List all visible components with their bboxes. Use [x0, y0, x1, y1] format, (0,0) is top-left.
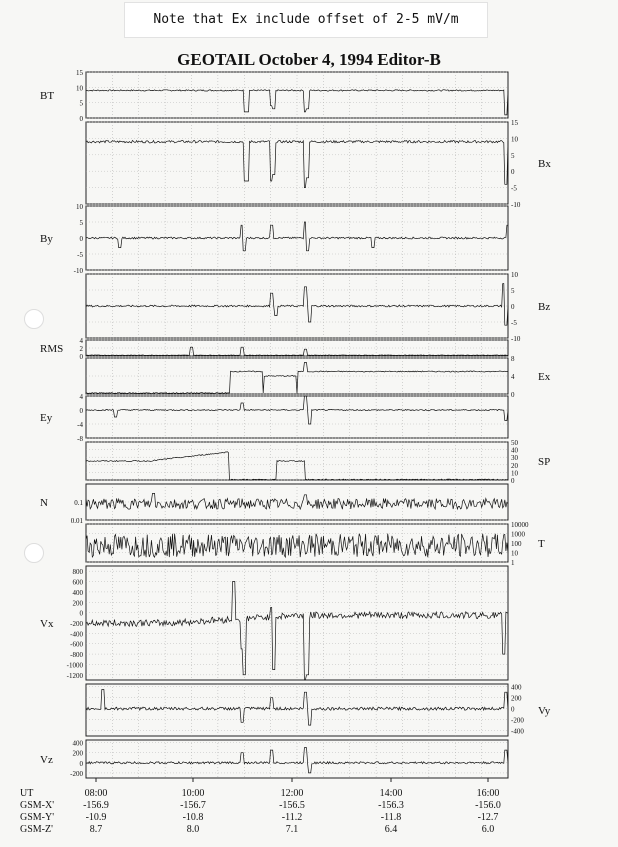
- bz-tick-label: 5: [511, 287, 515, 295]
- sp-tick-label: 30: [511, 454, 518, 463]
- footer-value-1-2: -156.5: [279, 800, 305, 811]
- bt-tick-label: 15: [76, 69, 83, 77]
- t-panel-label: T: [538, 538, 545, 550]
- by-tick-label: 10: [76, 203, 83, 211]
- sp-tick-label: 0: [511, 477, 515, 485]
- by-tick-label: 0: [79, 235, 83, 243]
- sp-tick-label: 10: [511, 469, 518, 478]
- n-series-line: [86, 493, 508, 509]
- sp-panel-label: SP: [538, 456, 551, 468]
- footer-value-2-3: -11.8: [380, 812, 402, 823]
- footer-value-0-4: 16:00: [476, 788, 500, 799]
- bx-tick-label: 0: [511, 168, 515, 177]
- vz-tick-label: 0: [79, 759, 83, 768]
- footer-value-3-2: 7.1: [285, 824, 299, 835]
- footer-value-3-3: 6.4: [384, 824, 398, 835]
- footer-value-2-2: -11.2: [281, 812, 303, 823]
- vz-tick-label: 200: [72, 749, 83, 758]
- t-tick-label: 10: [511, 549, 518, 558]
- ey-panel-label: Ey: [40, 412, 53, 424]
- ey-tick-label: -4: [77, 421, 83, 429]
- bz-tick-label: -10: [511, 335, 521, 343]
- vy-tick-label: 400: [511, 683, 522, 692]
- bx-tick-label: 10: [511, 135, 518, 144]
- t-tick-label: 100: [511, 540, 522, 548]
- footer-value-2-4: -12.7: [477, 812, 499, 823]
- vx-tick-label: 600: [72, 578, 83, 587]
- vx-tick-label: -1200: [66, 671, 83, 680]
- footer-value-0-0: 08:00: [84, 788, 108, 799]
- bz-tick-label: -5: [511, 319, 517, 327]
- vz-panel-label: Vz: [40, 754, 53, 766]
- footer-value-3-4: 6.0: [481, 824, 495, 835]
- ey-tick-label: 0: [79, 407, 83, 415]
- n-panel-label: N: [40, 497, 48, 509]
- ex-tick-label: 8: [511, 355, 515, 363]
- t-tick-label: 10000: [511, 521, 529, 529]
- vx-tick-label: -600: [70, 640, 83, 649]
- vx-tick-label: -400: [70, 630, 83, 639]
- footer-value-3-1: 8.0: [186, 824, 200, 835]
- sp-tick-label: 50: [511, 439, 518, 447]
- n-tick-label: 0.01: [70, 517, 83, 525]
- vx-tick-label: 200: [72, 599, 83, 608]
- footer-value-2-1: -10.8: [182, 812, 204, 823]
- footer-value-0-1: 10:00: [181, 788, 205, 799]
- ey-series-line: [86, 396, 508, 424]
- vy-tick-label: 200: [511, 694, 522, 703]
- footer-value-1-1: -156.7: [180, 800, 206, 811]
- bt-tick-label: 10: [76, 84, 83, 93]
- vy-tick-label: -400: [511, 727, 524, 736]
- ey-tick-label: 4: [79, 393, 83, 401]
- vy-panel-label: Vy: [538, 705, 551, 717]
- vx-panel-label: Vx: [40, 618, 54, 630]
- ey-tick-label: -8: [77, 435, 83, 443]
- bx-tick-label: -5: [511, 184, 517, 193]
- footer-value-0-2: 12:00: [280, 788, 304, 799]
- vy-tick-label: 0: [511, 705, 515, 714]
- chart-title: GEOTAIL October 4, 1994 Editor-B: [177, 50, 441, 69]
- bx-panel-label: Bx: [538, 158, 551, 170]
- vx-tick-label: -1000: [66, 661, 83, 670]
- t-tick-label: 1000: [511, 530, 525, 539]
- bx-tick-label: -10: [511, 201, 521, 209]
- by-tick-label: 5: [79, 219, 83, 227]
- bx-tick-label: 5: [511, 151, 515, 160]
- vx-tick-label: 800: [72, 568, 83, 577]
- vy-panel-frame: [86, 684, 508, 736]
- rms-tick-label: 4: [79, 337, 83, 345]
- footer-value-0-3: 14:00: [379, 788, 403, 799]
- footer-value-1-0: -156.9: [83, 800, 109, 811]
- sp-tick-label: 40: [511, 446, 518, 455]
- vx-tick-label: -200: [70, 620, 83, 628]
- rms-tick-label: 0: [79, 353, 83, 361]
- sp-tick-label: 20: [511, 461, 518, 470]
- vz-tick-label: 400: [72, 739, 83, 748]
- by-panel-label: By: [40, 233, 53, 245]
- footer-label-3: GSM-Z': [20, 824, 53, 835]
- footer-label-0: UT: [20, 788, 34, 799]
- rms-tick-label: 2: [79, 345, 83, 353]
- ex-tick-label: 4: [511, 373, 515, 381]
- n-tick-label: 0.1: [74, 499, 83, 507]
- vx-tick-label: 0: [79, 609, 83, 618]
- footer-value-1-4: -156.0: [475, 800, 501, 811]
- bt-tick-label: 0: [79, 115, 83, 123]
- bx-tick-label: 15: [511, 119, 518, 127]
- ex-tick-label: 0: [511, 391, 515, 399]
- ex-panel-label: Ex: [538, 371, 551, 383]
- vx-tick-label: 400: [72, 588, 83, 597]
- footer-label-1: GSM-X': [20, 800, 55, 811]
- rms-panel-label: RMS: [40, 343, 64, 355]
- vz-series-line: [86, 748, 508, 773]
- vy-tick-label: -200: [511, 716, 524, 725]
- bt-panel-label: BT: [40, 90, 55, 102]
- by-tick-label: -10: [73, 267, 83, 275]
- bt-tick-label: 5: [79, 99, 83, 108]
- vz-tick-label: -200: [70, 769, 83, 778]
- t-tick-label: 1: [511, 559, 515, 567]
- rms-series-line: [86, 347, 508, 355]
- offset-note: Note that Ex include offset of 2-5 mV/m: [124, 2, 488, 38]
- bz-tick-label: 10: [511, 271, 518, 279]
- vx-tick-label: -800: [70, 651, 83, 660]
- footer-label-2: GSM-Y': [20, 812, 55, 823]
- footer-value-2-0: -10.9: [85, 812, 107, 823]
- footer-value-3-0: 8.7: [89, 824, 103, 835]
- bz-tick-label: 0: [511, 303, 515, 311]
- footer-value-1-3: -156.3: [378, 800, 404, 811]
- by-tick-label: -5: [77, 251, 83, 259]
- bz-panel-label: Bz: [538, 301, 551, 313]
